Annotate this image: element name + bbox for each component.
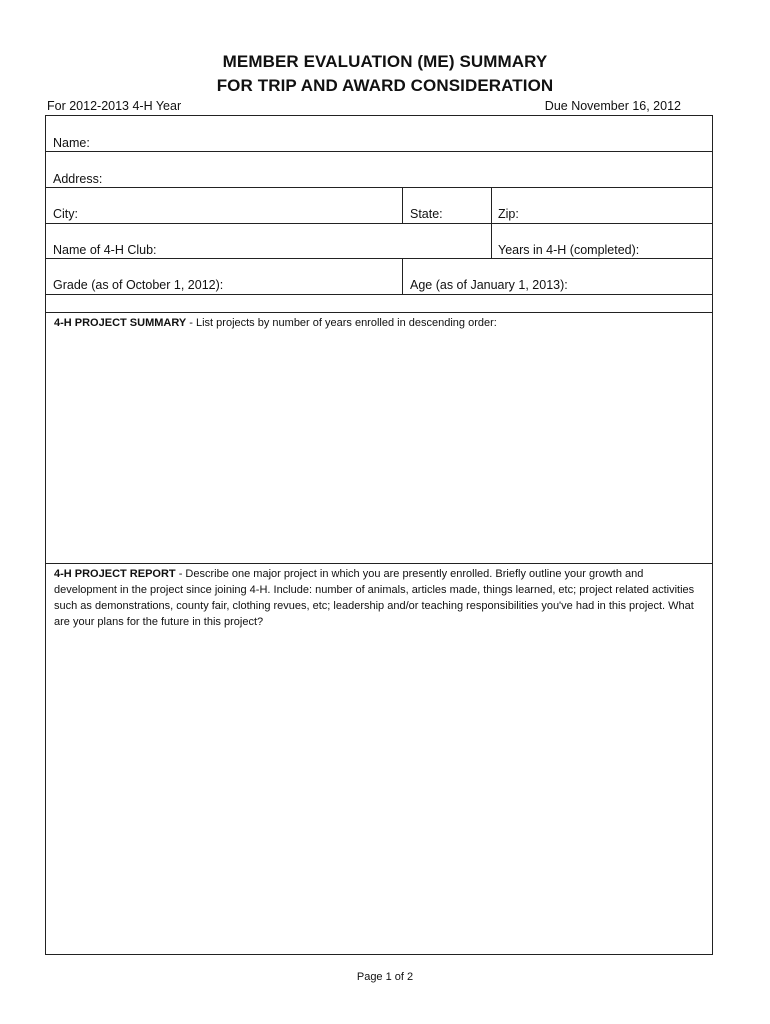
name-field[interactable]: Name: (53, 136, 90, 150)
form-title-line1: MEMBER EVALUATION (ME) SUMMARY (222, 52, 548, 71)
project-summary-text: - List projects by number of years enrolled in descending order: (186, 317, 497, 329)
project-summary-area[interactable] (47, 334, 711, 560)
page-number: Page 1 of 2 (356, 971, 414, 983)
project-report-text: - Describe one major project in which you are presently enrolled. Briefly outline your growth and development in the project since joining 4-H. Include: number of animals, articles made, things learned, etc; project related activities such as demonstrations, county fair, clothing revues, etc; leadership and/or teaching responsibilities you've had in this project. What are your plans for the future in this project? (54, 568, 695, 628)
row-divider (46, 563, 712, 564)
zip-field[interactable]: Zip: (498, 207, 519, 221)
grade-field[interactable]: Grade (as of October 1, 2012): (53, 278, 224, 292)
row-divider (46, 312, 712, 313)
row-divider (46, 294, 712, 295)
program-year: For 2012-2013 4-H Year (47, 99, 182, 113)
row-divider (46, 151, 712, 152)
row-divider (46, 187, 712, 188)
state-field[interactable]: State: (410, 207, 443, 221)
project-report-area[interactable] (47, 634, 711, 952)
project-report-instructions (54, 566, 704, 630)
form-title-line2: FOR TRIP AND AWARD CONSIDERATION (216, 76, 554, 95)
column-divider (491, 223, 492, 258)
due-date: Due November 16, 2012 (544, 99, 681, 113)
city-field[interactable]: City: (53, 207, 78, 221)
column-divider (402, 258, 403, 294)
address-field[interactable]: Address: (53, 172, 103, 186)
project-summary-instructions (54, 315, 704, 331)
project-report-label: 4-H PROJECT REPORT (54, 568, 176, 580)
years-in-4h-field[interactable]: Years in 4-H (completed): (498, 243, 640, 257)
club-field[interactable]: Name of 4-H Club: (53, 243, 157, 257)
row-divider (46, 223, 712, 224)
evaluation-form (45, 115, 713, 955)
age-field[interactable]: Age (as of January 1, 2013): (410, 278, 568, 292)
column-divider (402, 187, 403, 223)
column-divider (491, 187, 492, 223)
row-divider (46, 258, 712, 259)
project-summary-label: 4-H PROJECT SUMMARY (54, 317, 187, 329)
